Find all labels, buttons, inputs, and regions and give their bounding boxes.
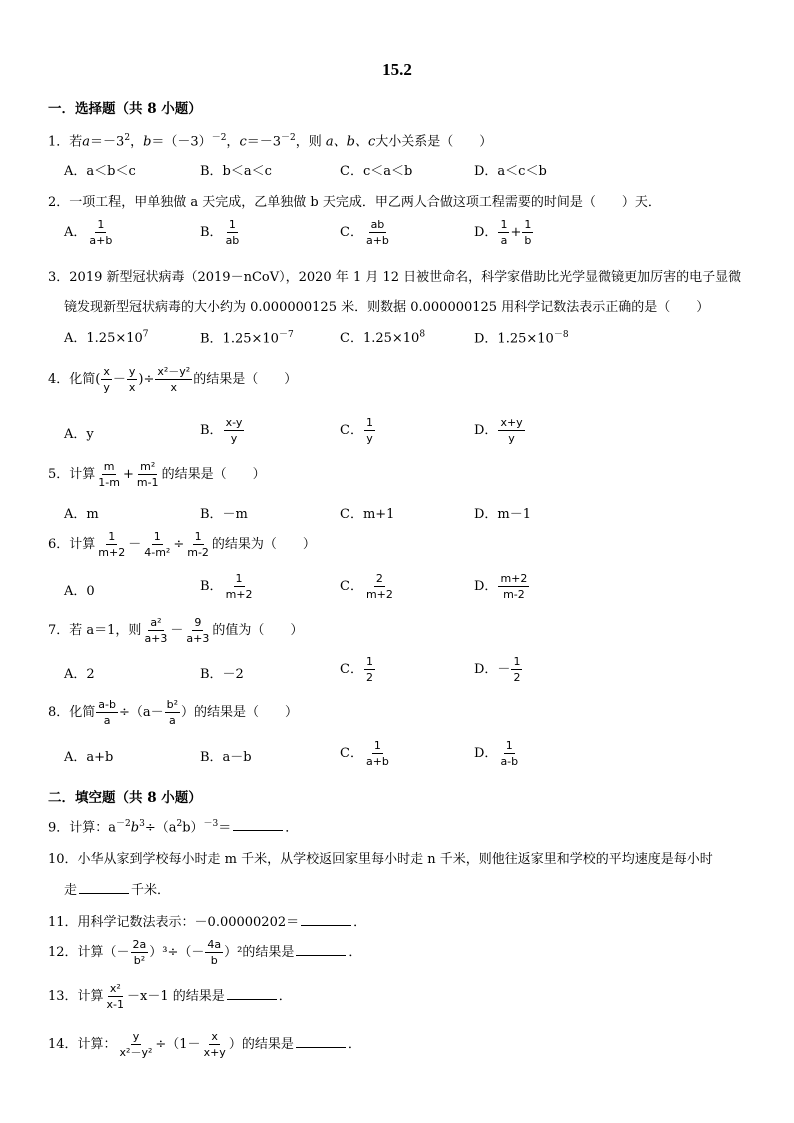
q3-option-c: C．$1.25\times 10^8$ [340,329,426,346]
question-5: 5．计算 $\frac{m}{1-m}$ + $\frac{\text{m²}}{m-1}$ 的结果是（ ） [48,460,266,489]
question-3-line-1: 3．2019 新型冠状病毒（2019－nCoV），2020 年 1 月 12 日被世命名，科学家借助比光学显微镜更加厉害的电子显微 [48,270,742,285]
question-2: 2．一项工程，甲单独做 a 天完成，乙单独做 b 天完成．甲乙两人合做这项工程需要的时间是（ ）天． [48,195,661,210]
q3-option-d: D．$1.25\times 10^{-8}$ [474,330,569,347]
q6-option-b: B． $\frac{1}{m+2}$ [200,572,253,601]
answer-blank-12[interactable] [296,955,346,956]
answer-blank-10[interactable] [79,893,129,894]
q6-option-d: D． $\frac{m+2}{m-2}$ [474,572,528,601]
q2-option-d: D． $\frac{1}{a}$ + $\frac{1}{b}$ [474,218,532,247]
question-8: 8．化简 $\frac{a-b}{a}$ ÷（a－ $\frac{\text{b²}}{a}$ ）的结果是（ ） [48,698,299,727]
q7-option-c: C． $\frac{1}{2}$ [340,655,373,684]
q4-option-a: A．y [64,427,94,442]
question-13: 13．计算 $\frac{\text{x²}}{x-1}$ －x－1 的结果是 ． [48,982,292,1011]
q4-option-c: C． $\frac{1}{y}$ [340,416,373,445]
q8-option-c: C． $\frac{1}{a+b}$ [340,739,389,768]
question-9: 9．计算：$a^{-2}b^3\div(a^2b)^{-3}=$ ． [48,819,299,836]
section-heading-choice: 一．选择题（共 8 小题） [48,101,202,117]
section-heading-fill: 二．填空题（共 8 小题） [48,790,202,806]
q1-option-c: C．c＜a＜b [340,164,413,179]
q6-option-c: C． $\frac{2}{m+2}$ [340,572,393,601]
q1-option-a: A．a＜b＜c [64,164,136,179]
question-12: 12．计算（－ $\frac{2a}{\text{b²}}$ ）³÷（－ $\frac{4a}{b}$ ）²的结果是 ． [48,938,362,967]
answer-blank-14[interactable] [296,1047,346,1048]
q7-option-a: A．2 [64,667,95,682]
q5-option-a: A．m [64,507,99,522]
q3-option-b: B．$1.25\times 10^{-7}$ [200,330,294,347]
question-7: 7．若 a＝1，则 $\frac{\text{a²}}{a+3}$ － $\frac{9}{a+3}$ 的值为（ ） [48,616,304,645]
answer-blank-9[interactable] [233,830,283,831]
question-6: 6．计算 $\frac{1}{m+2}$ － $\frac{1}{\text{4-m²}}$ ÷ $\frac{1}{m-2}$ 的结果为（ ） [48,530,316,559]
q1-option-d: D．a＜c＜b [474,164,547,179]
q8-option-b: B．a－b [200,750,252,765]
answer-blank-11[interactable] [301,925,351,926]
q4-option-b: B． $\frac{x-y}{y}$ [200,416,243,445]
q4-option-d: D． $\frac{x+y}{y}$ [474,416,523,445]
question-10-line-1: 10．小华从家到学校每小时走 m 千米，从学校返回家里每小时走 n 千米，则他往返家里和学校的平均速度是每小时 [48,852,713,867]
q5-option-d: D．m－1 [474,507,532,522]
q1-option-b: B．b＜a＜c [200,164,272,179]
question-3-line-2: 镜发现新型冠状病毒的大小约为 0.000000125 米．则数据 0.000000125 用科学记数法表示正确的是（ ） [64,300,710,315]
answer-blank-13[interactable] [227,999,277,1000]
q8-option-d: D． $\frac{1}{a-b}$ [474,739,519,768]
q7-option-b: B．－2 [200,667,244,682]
question-4: 4．化简( $\frac{x}{y}$ － $\frac{y}{x}$ )÷ $\frac{\text{x²－y²}}{x}$ 的结果是（ ） [48,365,298,394]
question-11: 11．用科学记数法表示：－0.00000202＝ ． [48,915,367,930]
question-10-line-2: 走 千米． [64,883,171,898]
q2-option-b: B． $\frac{1}{ab}$ [200,218,240,247]
page-title: 15.2 [382,60,412,79]
q2-option-a: A． $\frac{1}{a+b}$ [64,218,113,247]
question-1: 1．若$a=-3^2$，$b=(-3)^{-2}$，$c=-3^{-2}$，则 a、b、c大小关系是（ ） [48,133,493,150]
question-14: 14．计算： $\frac{y}{\text{x²－y²}}$ ÷（1－ $\frac{x}{x+y}$ ）的结果是 ． [48,1030,361,1059]
q5-option-b: B．－m [200,507,248,522]
q3-option-a: A．$1.25\times 10^7$ [64,329,149,346]
q8-option-a: A．a+b [64,750,114,765]
q2-option-c: C． $\frac{ab}{a+b}$ [340,218,389,247]
q5-option-c: C．m+1 [340,507,395,522]
q7-option-d: D．－ $\frac{1}{2}$ [474,655,521,684]
q6-option-a: A．0 [64,584,95,599]
